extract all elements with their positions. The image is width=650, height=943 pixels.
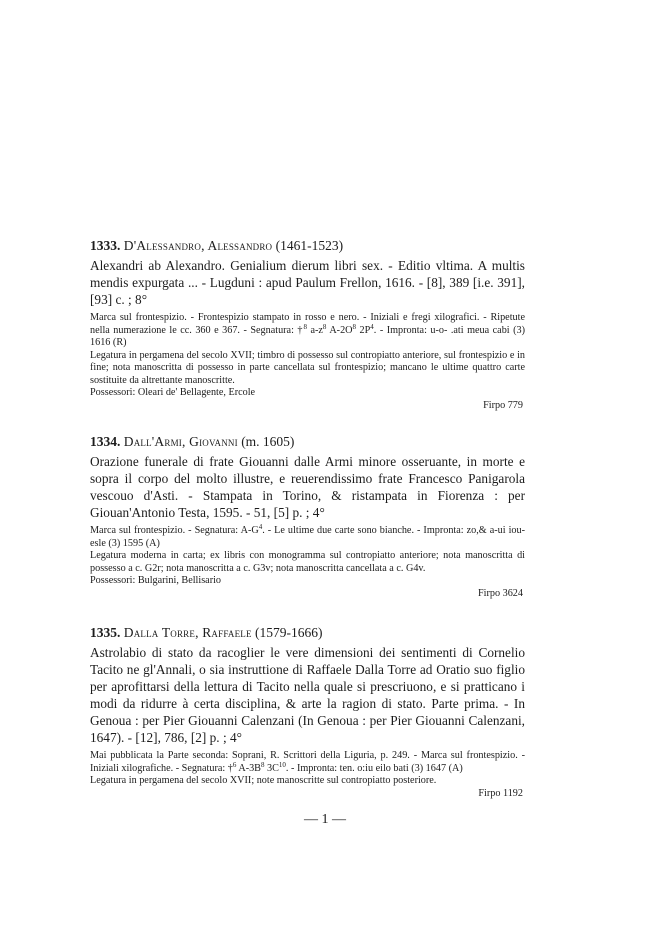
entry-author: Dall'Armi, Giovanni <box>123 434 238 449</box>
entry-owners: Possessori: Bulgarini, Bellisario <box>90 575 222 586</box>
entry-owners: Possessori: Oleari de' Bellagente, Ercole <box>90 387 256 398</box>
entry-description <box>90 750 525 775</box>
description-text: 3C <box>264 762 279 774</box>
entry-dates: (m. 1605) <box>241 434 295 449</box>
entry-title: Astrolabio di stato da racoglier le vere dimensioni dei sentimenti di Cornelio Tacito ne gl'Annali, o sia instruttione di Raffaele Dalla Torre ad Oratio suo figlio per aprofittarsi della lettura di Tacito nella quale si prescriuono, e si pratticano i modi da ridurre à certa disciplina, & arte la ragion di stato. Parte prima. - In Genoua : per Pier Giouanni Calenzani (In Genoua : per Pier Giouanni Calenzani, 1647). - [12], 786, [2] p. ; 4° <box>90 645 525 745</box>
page-number: — 1 — <box>304 812 346 827</box>
catalog-entry-1334 <box>90 433 525 600</box>
signature-superscript: 10 <box>278 760 286 769</box>
entry-title: Alexandri ab Alexandro. Genialium dierum libri sex. - Editio vltima. A multis mendis expurgata ... - Lugduni : apud Paulum Frellon, 1616. - [8], 389 [i.e. 391], [93] c. ; 8° <box>90 258 525 307</box>
description-text: 2P <box>356 324 371 336</box>
entry-heading <box>90 433 525 450</box>
entry-number: 1333. <box>90 238 121 253</box>
description-text: Mai pubblicata la Parte seconda: Soprani, R. Scrittori della Liguria, p. 249. - Marca sul frontespizio. - Iniziali xilografiche. - Segnatura: † <box>90 750 525 774</box>
entry-binding-note: Legatura in pergamena del secolo XVII; timbro di possesso sul contropiatto anteriore, sul frontespizio e in fine; nota manoscritta di possesso in parte cancellata sul frontespizio; mancano le ultime quattro carte sostituite da altrettante manoscritte. <box>90 349 525 386</box>
entry-author: D'Alessandro, Alessandro <box>123 238 273 253</box>
description-text: . - Impronta: ten. o:iu eilo bati (3) 1647 (A) <box>285 762 463 774</box>
catalog-entry-1333 <box>90 237 525 412</box>
description-text: . - Le ultime due carte sono bianche. - Impronta: zo,& a-ui iou- esle (3) 1595 (A) <box>90 525 525 549</box>
entry-heading <box>90 624 525 641</box>
description-text: . - Impronta: u-o- .ati meua cabi (3) 1616 (R) <box>90 324 525 348</box>
signature-superscript: 4 <box>370 322 374 331</box>
signature-superscript: 8 <box>322 322 327 331</box>
entry-binding-note: Legatura in pergamena del secolo XVII; note manoscritte sul contropiatto posteriore. <box>90 775 437 786</box>
entry-number: 1335. <box>90 625 121 640</box>
description-text: A-3B <box>236 762 261 774</box>
signature-superscript: 4 <box>258 523 263 531</box>
signature-superscript: 8 <box>352 322 357 331</box>
description-text: A-2O <box>326 324 353 336</box>
signature-superscript: 8 <box>303 322 307 331</box>
entry-description <box>90 312 525 350</box>
catalog-entry-1335 <box>90 624 525 800</box>
signature-superscript: 8 <box>260 760 265 769</box>
entry-binding-note: Legatura moderna in carta; ex libris con monogramma sul contropiatto anteriore; nota manoscritta di possesso a c. G2r; nota manoscritta a c. G3v; nota manoscritta cancellata a c. G4v. <box>90 550 525 574</box>
entry-title: Orazione funerale di frate Giouanni dalle Armi minore osseruante, in morte e sopra il corpo del molto illustre, e reuerendissimo frate Francesco Panigarola vescouo d'Asti. - Stampata in Torino, & ristampata in Fiorenza : per Giouan'Antonio Testa, 1595. - 51, [5] p. ; 4° <box>90 454 525 520</box>
description-text: Marca sul frontespizio. - Segnatura: A-G <box>90 525 259 536</box>
entry-shelfmark: Firpo 1192 <box>478 787 523 799</box>
signature-superscript: 6 <box>232 760 237 769</box>
description-text: Marca sul frontespizio. - Frontespizio stampato in rosso e nero. - Iniziali e fregi xilografici. - Ripetute nella numerazione le cc. 360 e 367. - Segnatura: † <box>90 312 525 336</box>
entry-description <box>90 525 525 550</box>
entry-shelfmark: Firpo 779 <box>483 399 523 411</box>
entry-number: 1334. <box>90 434 121 449</box>
description-text: a-z <box>306 324 323 336</box>
entry-dates: (1579-1666) <box>255 625 323 640</box>
entry-dates: (1461-1523) <box>275 238 344 253</box>
entry-heading <box>90 237 525 254</box>
entry-shelfmark: Firpo 3624 <box>478 587 523 599</box>
entry-author: Dalla Torre, Raffaele <box>123 625 252 640</box>
